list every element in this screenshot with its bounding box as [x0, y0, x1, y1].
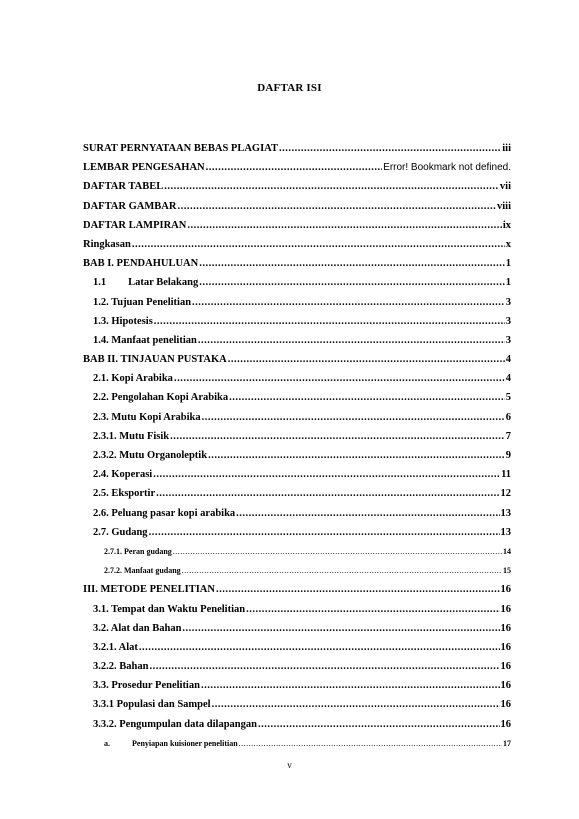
toc-entry[interactable]	[83, 676, 511, 695]
toc-entry[interactable]	[83, 715, 511, 734]
toc-entry[interactable]	[83, 408, 511, 427]
toc-entry-page: 3	[505, 296, 511, 308]
toc-entry[interactable]	[83, 504, 511, 523]
toc-leader-dots	[199, 254, 505, 273]
toc-entry-page: 1	[505, 277, 511, 289]
toc-entry-page: 1	[505, 258, 511, 270]
toc-entry-label: 2.1. Kopi Arabika	[93, 373, 173, 385]
toc-entry-label: DAFTAR LAMPIRAN	[83, 219, 187, 231]
toc-leader-dots	[149, 523, 500, 542]
toc-entry-label: LEMBAR PENGESAHAN	[83, 162, 205, 174]
toc-leader-dots	[154, 312, 505, 331]
toc-entry-label: a. Penyiapan kuisioner penelitian	[104, 738, 238, 748]
toc-entry-label: 2.6. Peluang pasar kopi arabika	[93, 507, 236, 519]
toc-entry-label: 1.1 Latar Belakang	[93, 277, 199, 289]
toc-entry[interactable]	[83, 197, 511, 216]
toc-entry[interactable]	[83, 331, 511, 350]
toc-leader-dots	[228, 350, 505, 369]
toc-entry-page: iii	[502, 143, 511, 154]
toc-entry-page: 16	[500, 699, 511, 711]
toc-entry-label: III. METODE PENELITIAN	[83, 584, 215, 596]
toc-leader-dots	[192, 293, 505, 312]
toc-entry-page: 16	[500, 661, 511, 673]
toc-entry-label: 3.2.2. Bahan	[93, 661, 149, 673]
toc-entry-page: ix	[502, 219, 511, 231]
toc-leader-dots	[279, 139, 501, 158]
toc-entry-label: 3.3. Prosedur Penelitian	[93, 680, 200, 692]
toc-entry[interactable]	[83, 235, 511, 254]
toc-entry[interactable]	[83, 734, 511, 753]
toc-leader-dots	[199, 273, 505, 292]
toc-entry[interactable]	[83, 484, 511, 503]
toc-entry-label: 3.3.2. Pengumpulan data dilapangan	[93, 718, 257, 730]
toc-entry-number: 1.1	[93, 277, 107, 289]
toc-entry[interactable]	[83, 254, 511, 273]
toc-entry-page: x	[505, 238, 511, 250]
toc-leader-dots	[202, 408, 505, 427]
toc-leader-dots	[258, 715, 500, 734]
toc-entry[interactable]	[83, 139, 511, 158]
toc-entry-label: BAB II. TINJAUAN PUSTAKA	[83, 354, 227, 366]
toc-entry[interactable]	[83, 446, 511, 465]
toc-entry-page: viii	[496, 200, 511, 212]
toc-entry[interactable]	[83, 542, 511, 561]
toc-entry[interactable]	[83, 465, 511, 484]
toc-entry[interactable]	[83, 657, 511, 676]
toc-leader-dots	[182, 561, 502, 580]
toc-entry[interactable]	[83, 695, 511, 714]
toc-leader-dots	[236, 504, 499, 523]
toc-leader-dots	[216, 580, 500, 599]
toc-entry[interactable]	[83, 350, 511, 369]
toc-entry-label: SURAT PERNYATAAN BEBAS PLAGIAT	[83, 143, 278, 154]
toc-entry[interactable]	[83, 293, 511, 312]
toc-entry-label: DAFTAR GAMBAR	[83, 200, 177, 212]
toc-entry-label: 3.2. Alat dan Bahan	[93, 622, 182, 634]
toc-leader-dots	[246, 600, 499, 619]
toc-leader-dots	[212, 695, 500, 714]
toc-leader-dots	[201, 676, 500, 695]
toc-entry-label: 2.3.1. Mutu Fisik	[93, 430, 170, 442]
toc-entry-page: 4	[505, 354, 511, 366]
toc-entry-page: 16	[500, 603, 511, 615]
toc-entry-label: 1.4. Manfaat penelitian	[93, 334, 197, 346]
toc-leader-dots	[170, 427, 505, 446]
toc-entry[interactable]	[83, 216, 511, 235]
toc-entry-number: a.	[104, 738, 110, 748]
toc-entry-label: 2.5. Eksportir	[93, 488, 156, 500]
toc-leader-dots	[239, 734, 502, 753]
toc-leader-dots	[229, 388, 505, 407]
toc-entry-label: 2.3. Mutu Kopi Arabika	[93, 411, 201, 423]
toc-entry-page: 9	[505, 450, 511, 461]
toc-entry-page: 16	[500, 622, 511, 634]
toc-entry-page: 15	[503, 566, 511, 576]
toc-leader-dots	[149, 657, 499, 676]
toc-entry[interactable]	[83, 427, 511, 446]
page-number: v	[287, 760, 292, 770]
toc-entry-label: DAFTAR TABEL	[83, 181, 164, 193]
toc-entry[interactable]	[83, 312, 511, 331]
toc-leader-dots	[173, 542, 502, 561]
toc-entry-label: 2.7. Gudang	[93, 526, 148, 538]
toc-entry-page: 3	[505, 315, 511, 327]
toc-entry-label: 1.3. Hipotesis	[93, 315, 153, 327]
table-of-contents	[83, 139, 511, 753]
toc-entry-page: 4	[505, 373, 511, 385]
toc-entry-page: 16	[500, 680, 511, 692]
toc-entry-label: 3.2.1. Alat	[93, 641, 138, 653]
toc-leader-dots	[206, 158, 383, 177]
toc-entry-label: BAB I. PENDAHULUAN	[83, 258, 199, 270]
toc-entry-page: Error! Bookmark not defined.	[383, 162, 511, 174]
toc-entry[interactable]	[83, 388, 511, 407]
toc-leader-dots	[208, 446, 505, 465]
toc-leader-dots	[174, 369, 505, 388]
toc-leader-dots	[164, 177, 499, 196]
toc-entry[interactable]	[83, 369, 511, 388]
toc-leader-dots	[132, 235, 505, 254]
toc-entry-page: 14	[503, 546, 511, 556]
toc-entry-page: 13	[500, 507, 511, 519]
toc-entry-label: 2.2. Pengolahan Kopi Arabika	[93, 392, 229, 404]
toc-leader-dots	[187, 216, 501, 235]
toc-entry-label: 1.2. Tujuan Penelitian	[93, 296, 192, 308]
toc-entry-page: 6	[505, 411, 511, 423]
toc-entry[interactable]	[83, 580, 511, 599]
toc-entry-page: 16	[500, 718, 511, 730]
toc-entry[interactable]	[83, 158, 511, 177]
toc-entry-page: vii	[499, 181, 511, 193]
toc-entry[interactable]	[83, 638, 511, 657]
toc-entry[interactable]	[83, 561, 511, 580]
toc-entry-label: 2.3.2. Mutu Organoleptik	[93, 450, 208, 461]
toc-entry-label: 3.1. Tempat dan Waktu Penelitian	[93, 603, 246, 615]
toc-entry-label: 3.3.1 Populasi dan Sampel	[93, 699, 211, 711]
toc-entry[interactable]	[83, 273, 511, 292]
toc-entry[interactable]	[83, 619, 511, 638]
toc-entry-page: 16	[500, 641, 511, 653]
toc-entry-page: 17	[503, 738, 511, 748]
toc-entry-page: 13	[500, 526, 511, 538]
toc-entry-page: 16	[500, 584, 511, 596]
toc-entry-label: Ringkasan	[83, 238, 131, 250]
toc-leader-dots	[198, 331, 505, 350]
toc-entry-page: 12	[500, 488, 511, 500]
toc-entry-label: 2.4. Koperasi	[93, 469, 153, 481]
toc-entry-label: 2.7.1. Peran gudang	[104, 546, 172, 556]
page-title: DAFTAR ISI	[257, 82, 322, 94]
toc-entry-page: 11	[501, 469, 511, 481]
toc-entry-label: 2.7.2. Manfaat gudang	[104, 566, 181, 576]
toc-entry-page: 5	[505, 392, 511, 404]
toc-entry-page: 7	[505, 430, 511, 442]
toc-leader-dots	[182, 619, 499, 638]
toc-entry[interactable]	[83, 600, 511, 619]
toc-entry-page: 3	[505, 334, 511, 346]
toc-entry[interactable]	[83, 177, 511, 196]
toc-leader-dots	[177, 197, 496, 216]
toc-leader-dots	[156, 484, 499, 503]
toc-entry[interactable]	[83, 523, 511, 542]
toc-leader-dots	[139, 638, 500, 657]
toc-leader-dots	[153, 465, 500, 484]
